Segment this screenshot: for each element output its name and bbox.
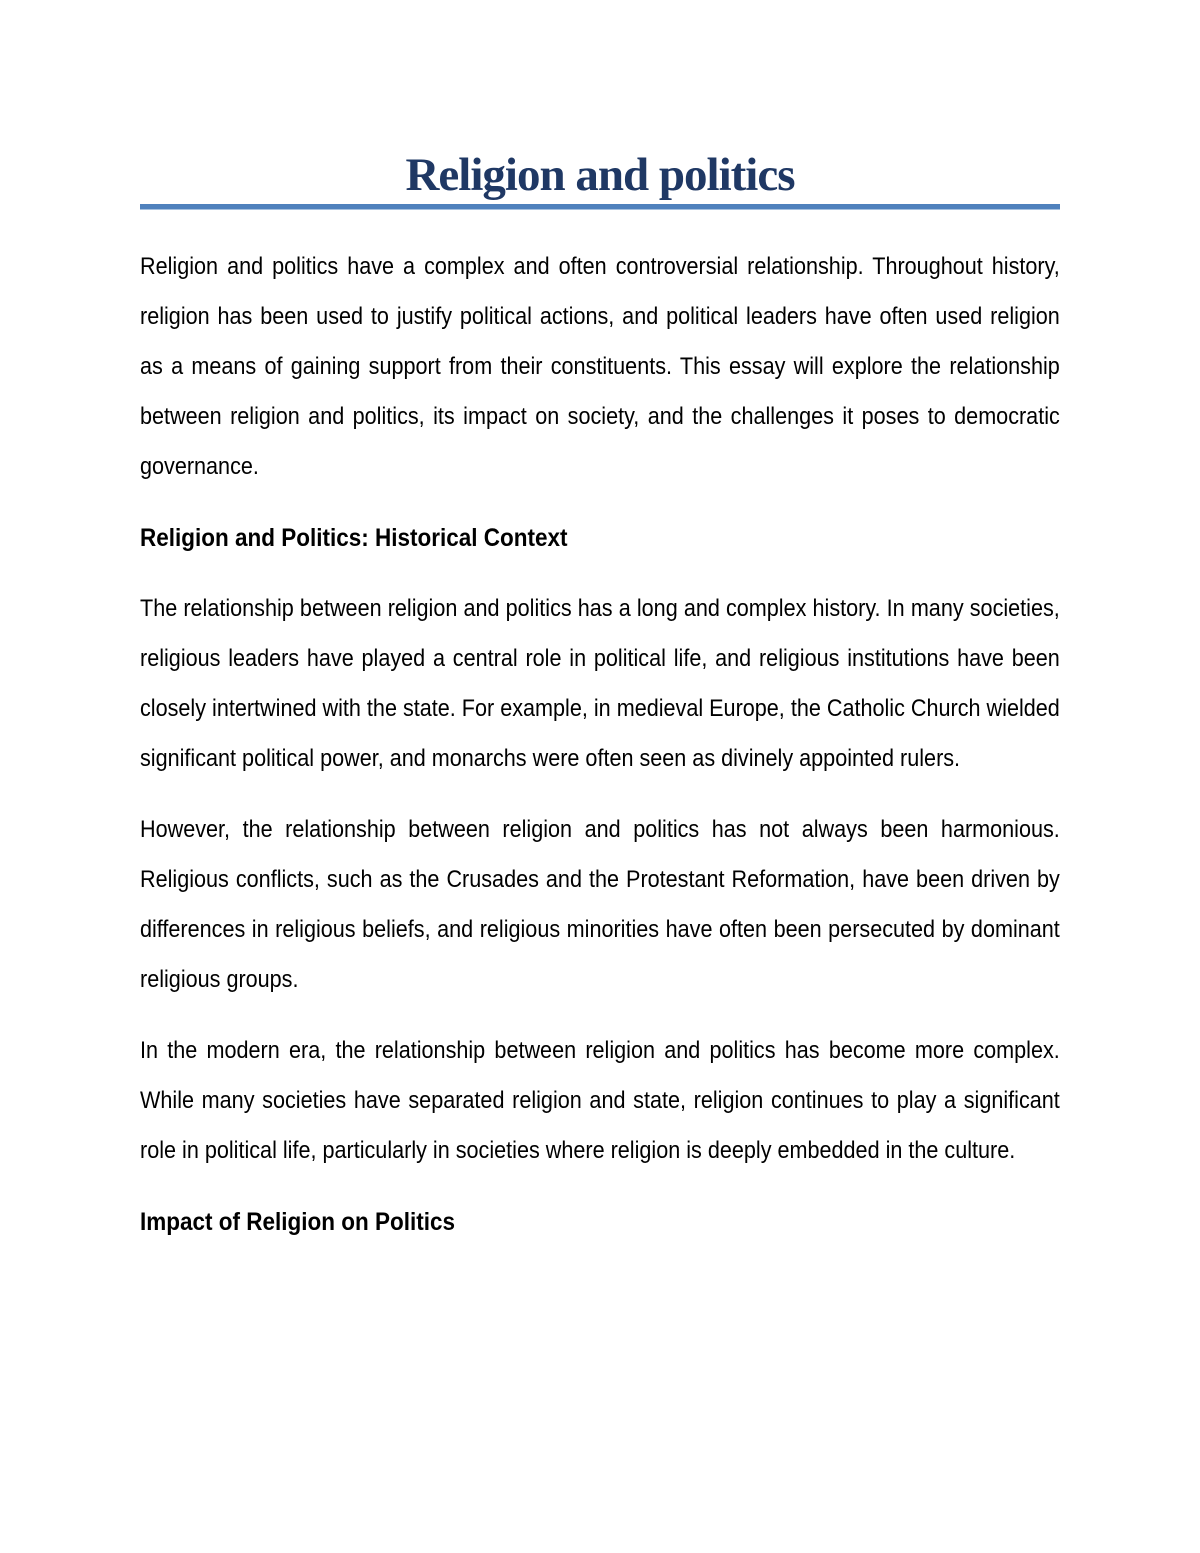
section-heading-impact-of-religion: Impact of Religion on Politics (140, 1207, 456, 1236)
title-underline-rule (140, 204, 1060, 210)
historical-context-paragraph-2: However, the relationship between religion and politics has not always been harmonious. Religious conflicts, such as the Crusades and the Protestant Reformation, have been driven by differences in religious beliefs, and religious minorities have often been persecuted by dominant religious groups. (140, 815, 1060, 993)
section-heading-historical-context: Religion and Politics: Historical Context (140, 523, 568, 552)
historical-context-paragraph-3: In the modern era, the relationship between religion and politics has become more complex. While many societies have separated religion and state, religion continues to play a significant role in political life, particularly in societies where religion is deeply embedded in the culture. (140, 1036, 1060, 1164)
document-body (140, 242, 1060, 1247)
document-title: Religion and politics (405, 149, 795, 201)
historical-context-paragraph-1: The relationship between religion and politics has a long and complex history. In many societies, religious leaders have played a central role in political life, and religious institutions have been closely intertwined with the state. For example, in medieval Europe, the Catholic Church wielded significant political power, and monarchs were often seen as divinely appointed rulers. (140, 594, 1060, 772)
document-page (140, 0, 1060, 1553)
intro-paragraph: Religion and politics have a complex and often controversial relationship. Throughout history, religion has been used to justify political actions, and political leaders have often used religion as a means of gaining support from their constituents. This essay will explore the relationship between religion and politics, its impact on society, and the challenges it poses to democratic governance. (140, 252, 1060, 480)
